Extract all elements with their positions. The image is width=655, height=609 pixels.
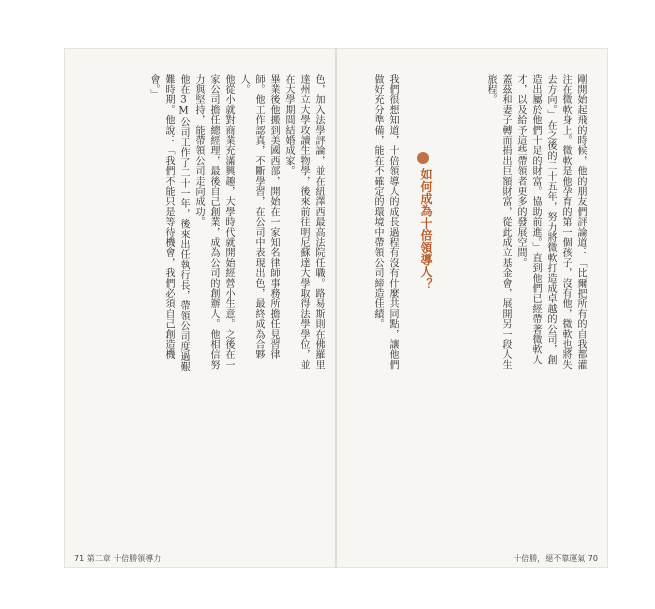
paragraph: 我們很想知道，十倍領導人的成長過程有沒有什麼共同點，讓他們做好充分準備，能在不確定的環境中帶領公司締造佳績。	[372, 74, 398, 370]
left-page-footer: 71 第二章 十倍勝領導力	[74, 554, 162, 563]
paragraph: 蓋茲和妻子轉而捐出巨額財富，從此成立基金會，展開另一段人生旅程。	[485, 74, 511, 370]
section-heading: 如何成為十倍領導人？	[419, 168, 433, 290]
right-page-footer: 十倍勝，絕不靠運氣 70	[513, 554, 598, 563]
paragraph: 色，加入法學評論，並在紐澤西最高法院任職。路易斯則在佛羅里達州立大學攻讀生物學，後來前往明尼蘇達大學取得法學學位，並在大學期間結婚成家。	[283, 74, 324, 370]
section-bullet-icon	[417, 152, 429, 164]
right-page-body-intro	[452, 74, 588, 374]
book-spread	[64, 48, 608, 568]
left-page	[64, 48, 336, 568]
right-page	[336, 48, 608, 568]
right-page-body-section	[340, 74, 400, 374]
left-page-body	[76, 74, 326, 374]
paragraph: 剛開始起飛的時候，他的朋友們評論道：「比爾把所有的自我都灌注在微軟身上。微軟是他孕育的第一個孩子，沒有他，微軟也將失去方向。」在之後的二十五年，努力將微軟打造成卓越的公司，創造出屬於他們十足的財富。協助前進。」直到他們已經帶著微軟人才，以及給予這些帶領者更多的發展空間。	[515, 74, 586, 370]
paragraph: 畢業後他搬到美國西部，開始在一家知名律師事務所擔任見習律師。他工作認真，不斷學習，在公司中表現出色，最終成為合夥人。	[238, 74, 279, 360]
paragraph: 他從小就對商業充滿興趣，大學時代就開始經營小生意。之後在一家公司擔任總經理，最後自己創業，成為公司的創辦人。他相信努力與堅持，能帶領公司走向成功。	[193, 74, 234, 370]
paragraph: 他在3M公司工作了二十一年，後來出任執行長，帶領公司度過艱難時期。他說：「我們不能只是等待機會，我們必須自己創造機會。」	[148, 74, 189, 372]
